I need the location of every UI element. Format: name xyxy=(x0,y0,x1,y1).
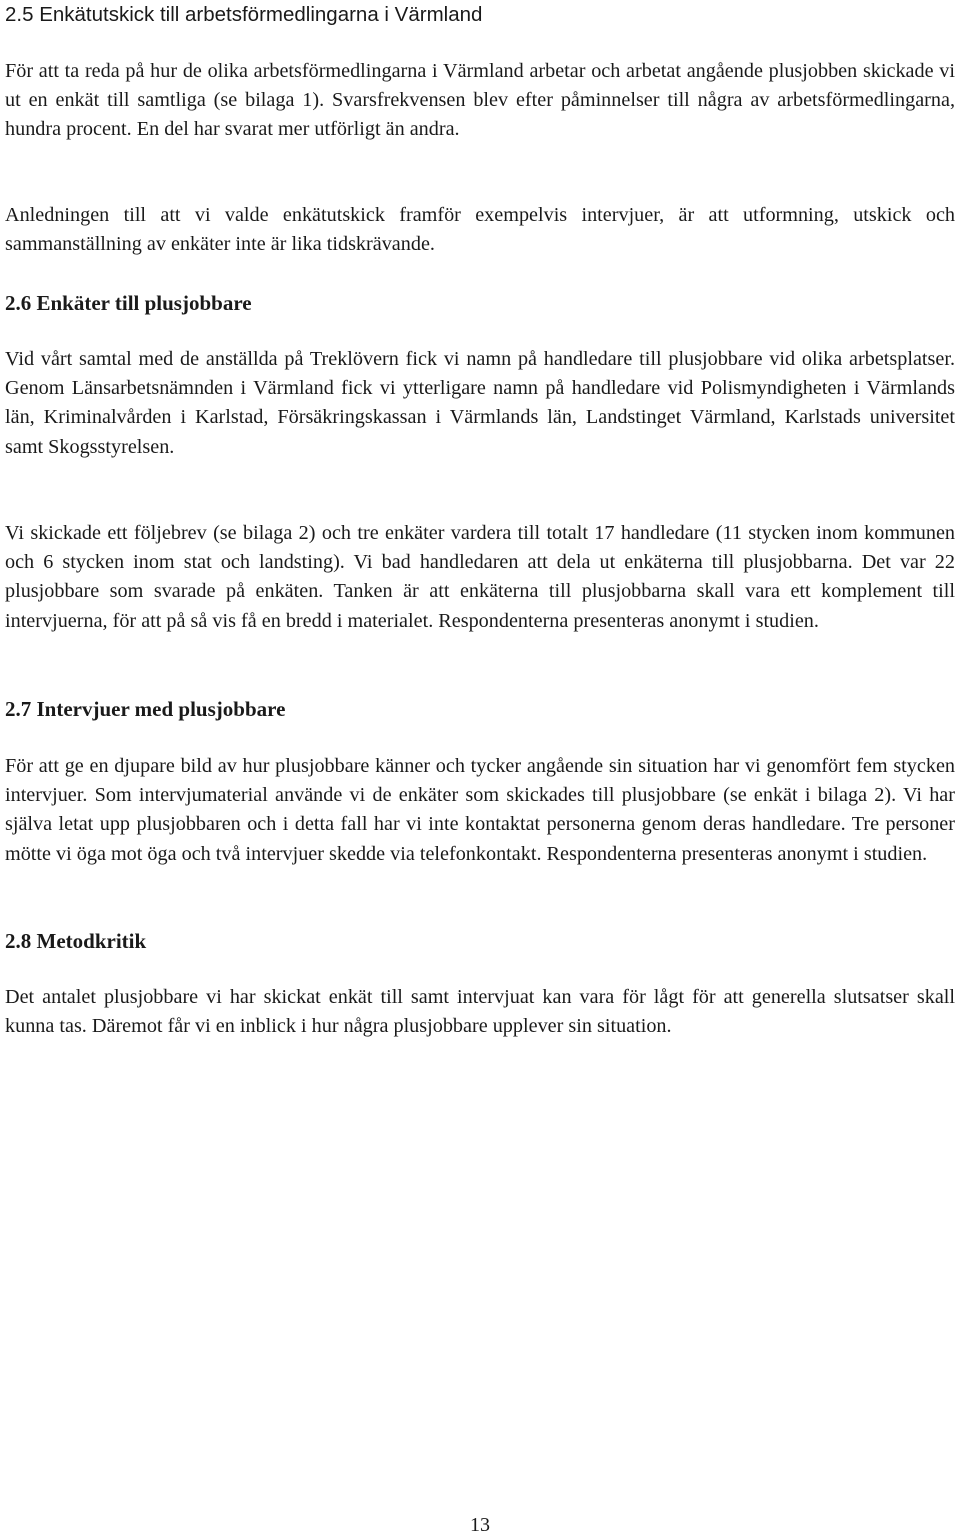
paragraph-2-6-2: Vi skickade ett följebrev (se bilaga 2) och tre enkäter vardera till totalt 17 handledare (11 stycken inom kommunen och 6 stycken inom stat och landsting). Vi bad handledaren att dela ut enkäterna till plusjobbarna. Det var 22 plusjobbare som svarade på enkäten. Tanken är att enkäterna till plusjobbarna skall vara ett komplement till intervjuerna, för att på så vis få en bredd i materialet. Respondenterna presenteras anonymt i studien. xyxy=(5,522,955,632)
paragraph-2-5-2: Anledningen till att vi valde enkätutskick framför exempelvis intervjuer, är att utformning, utskick och sammanställning av enkäter inte är lika tidskrävande. xyxy=(5,204,955,256)
paragraph-2-5-1: För att ta reda på hur de olika arbetsförmedlingarna i Värmland arbetar och arbetat angående plusjobben skickade vi ut en enkät till samtliga (se bilaga 1). Svarsfrekvensen blev efter påminnelser till några av arbetsförmedlingarna, hundra procent. En del har svarat mer utförligt än andra. xyxy=(5,60,955,141)
paragraph-2-6-1: Vid vårt samtal med de anställda på Treklövern fick vi namn på handledare till plusjobbare vid olika arbetsplatser. Genom Länsarbetsnämnden i Värmland fick vi ytterligare namn på handledare vid Polismyndigheten i Värmlands län, Kriminalvården i Karlstad, Försäkringskassan i Värmlands län, Landstinget Värmland, Karlstads universitet samt Skogsstyrelsen. xyxy=(5,348,955,458)
paragraph-2-8-1: Det antalet plusjobbare vi har skickat enkät till samt intervjuat kan vara för lågt för att generella slutsatser skall kunna tas. Däremot får vi en inblick i hur några plusjobbare upplever sin situation. xyxy=(5,986,955,1038)
section-heading-2-6: 2.6 Enkäter till plusjobbare xyxy=(5,291,252,315)
page-number: 13 xyxy=(470,1514,490,1536)
section-heading-2-5: 2.5 Enkätutskick till arbetsförmedlingarna i Värmland xyxy=(5,3,483,26)
section-heading-2-7: 2.7 Intervjuer med plusjobbare xyxy=(5,697,286,721)
paragraph-2-7-1: För att ge en djupare bild av hur plusjobbare känner och tycker angående sin situation har vi genomfört fem stycken intervjuer. Som intervjumaterial använde vi de enkäter som skickades till plusjobbare (se enkät i bilaga 2). Vi har själva letat upp plusjobbaren och i detta fall har vi inte kontaktat personerna genom deras handledare. Tre personer mötte vi öga mot öga och två intervjuer skedde via telefonkontakt. Respondenterna presenteras anonymt i studien. xyxy=(5,755,955,865)
section-heading-2-8: 2.8 Metodkritik xyxy=(5,929,147,953)
